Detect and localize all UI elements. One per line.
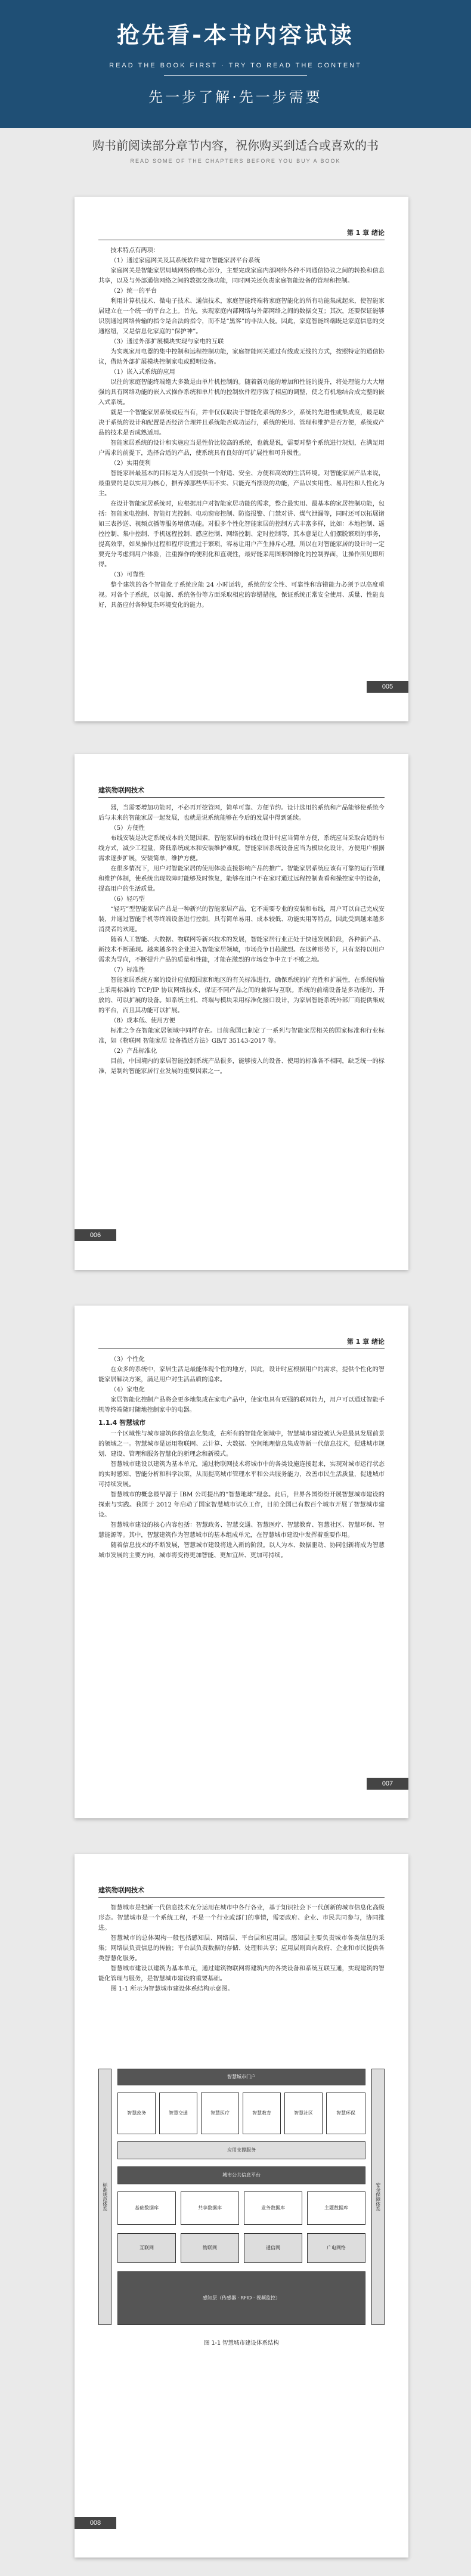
- diagram-sensing: 感知层（传感器 · RFID · 视频监控）: [117, 2271, 365, 2325]
- paragraph: （1）嵌入式系统的应用: [110, 369, 175, 376]
- paragraph: 在设计智能家居系统时，应根据用户对智能家居功能的需求，整合最实用、最基本的家居控制功能，包括：智能家电控制、智能灯光控制、电动窗帘控制、防盗报警、门禁对讲、煤气泄漏等，同时还可以拓展诸如三表抄送、视频点播等服务增值功能。对很多个性化智能家居的控制方式丰富多样，比如：本地控制、遥控控制、集中控制、手机远程控制、感应控制、网络控制、定时控制等，其本意是让人们摆脱繁琐的事务，提高效率，如果操作过程和程序设置过于繁琐，容易让用户产生排斥心理。所以在对智能家居的设计时一定要充分考虑到用户体验，注重操作的便利化和直观性，最好能采用图形图像化的控制界面，让操作所见即所得。: [98, 501, 385, 568]
- paragraph: （2）实用便利: [110, 460, 151, 467]
- diagram-platform: 城市公共信息平台: [117, 2166, 365, 2184]
- banner-divider: [164, 75, 307, 76]
- page-number: 005: [367, 681, 408, 693]
- paragraph: （6）轻巧型: [110, 896, 145, 903]
- paragraph: 家庭网关是智能家居局域网络的核心部分，主要完成家庭内部网络各种不同通信协议之间的转换和信息共享，以及与外部通信网络之间的数据交换功能，同时网关还负责家庭智能设备的管理和控制。: [98, 268, 385, 284]
- banner-title: 抢先看-本书内容试读: [117, 22, 354, 48]
- paragraph: 布线安装是决定系统成本的关键因素，智能家居的布线在设计时应当简单方便，系统应当采取合适的布线方式，减少工程量，降低系统成本和安装维护难度。智能家居系统设备应当为模块化设计，方便用户根据需求逐步扩展，安装简单，维护方便。: [98, 835, 385, 862]
- paragraph: “轻巧”型智能家居产品是一种新兴的智能家居产品，它不需要专业的安装和布线，用户可以自己完成安装，并通过智能手机等终端设备进行控制，具有简单易用、成本较低、功能实用等特点，因此受到越来越多消费者的欢迎。: [98, 906, 385, 933]
- paragraph: 一个区域性与城市建筑体的信息化集成，在所有的智能化领域中，智慧城市建设被认为是最具发展前景的领域之一。智慧城市是运用物联网、云计算、大数据、空间地理信息集成等新一代信息技术，促进城市规划、建设、管理和服务智慧化的新理念和新模式。: [98, 1431, 385, 1458]
- book-page-1: [75, 197, 408, 721]
- page-body: [98, 1903, 385, 1994]
- diagram-network: 物联网: [181, 2233, 239, 2263]
- paragraph: 智慧城市是把新一代信息技术充分运用在城市中各行各业，基于知识社会下一代创新的城市信息化高级形态。智慧城市是一个系统工程，不是一个行业或部门的事情，需要政府、企业、市民共同参与，协同推进。: [98, 1905, 385, 1932]
- running-head: 建筑物联网技术: [98, 785, 385, 798]
- paragraph: （3）个性化: [110, 1356, 145, 1363]
- diagram-database: 共享数据库: [181, 2191, 239, 2225]
- paragraph: 随着人工智能、大数据、物联网等新兴技术的发展，智能家居行业正处于快速发展阶段，各种新产品、新技术不断涌现。越来越多的企业进入智能家居领域，市场竞争日趋激烈。在这种形势下，只有坚持以用户需求为导向，不断提升产品的质量和性能，才能在激烈的市场竞争中立于不败之地。: [98, 937, 385, 963]
- paragraph: 在众多的系统中，家居生活是最能体现个性的地方，因此，设计时应根据用户的需求，提供个性化的智能家居解决方案，满足用户对生活品质的追求。: [98, 1366, 385, 1383]
- diagram-portal: 智慧城市门户: [117, 2069, 365, 2085]
- paragraph: （4）家电化: [110, 1387, 145, 1393]
- paragraph: 为实现家用电器的集中控制和远程控制功能，家庭智能网关通过有线或无线的方式，按照特定的通信协议，借助外部扩展模块控制家电或照明设备。: [98, 349, 385, 365]
- diagram-side-left: 标准规范体系: [98, 2069, 111, 2325]
- diagram-app: 智慧政务: [117, 2093, 156, 2134]
- book-page-3: [75, 1306, 408, 1818]
- paragraph: （2）统一的平台: [110, 288, 157, 295]
- paragraph: 整个建筑的各个智能化子系统应能 24 小时运转，系统的安全性、可靠性和容错能力必须予以高度重视。对各个子系统，以电源、系统备份等方面采取相应的容错措施，保证系统正常安全使用、质量、性能良好，具备应付各种复杂环境变化的能力。: [98, 582, 385, 609]
- paragraph: 就是一个智能家居系统或应当有，并非仅仅取决于智能化系统的多少，系统的先进性或集成度，最是取决于系统的设计和配置是否经济合理并且系统能否成功运行，系统的使用、管理和维护是否方便，系统或产品的技术是否成熟适用。: [98, 410, 385, 436]
- paragraph: 智能家居系统方案的设计应依照国家和地区的有关标准进行，确保系统的扩充性和扩展性，在系统传输上采用标准的 TCP/IP 协议网络技术，保证不同产品之间的兼容与互联。系统的前端设备是多功能的、开放的、可以扩展的设备。如系统主机、终端与模块采用标准化接口设计，为家居智能系统外部厂商提供集成的平台，而且其功能可以扩展。: [98, 977, 385, 1014]
- paragraph: （1）通过家庭网关及其系统软件建立智能家居平台系统: [110, 258, 261, 264]
- intro: [0, 136, 471, 164]
- running-head: 第 1 章 绪论: [98, 228, 385, 240]
- paragraph: 图 1-1 所示为智慧城市建设体系结构示意图。: [110, 1986, 234, 1992]
- paragraph: 以往的家庭智能终端绝大多数是由单片机控制的。随着新功能的增加和性能的提升，将处理能力大大增强的具有网络功能的嵌入式操作系统和单片机的控制软件程序做了相应的调整，使之有机地结合成完整的嵌入式系统。: [98, 379, 385, 406]
- paragraph: 智慧城市建设以建筑为基本单元，通过物联网技术将城市中的各类设施连接起来，实现对城市运行状态的实时感知、智能分析和科学决策，从而提高城市管理水平和公共服务能力，改善市民生活质量，促进城市可持续发展。: [98, 1461, 385, 1488]
- paragraph: 智慧城市建设的核心内容包括：智慧政务、智慧交通、智慧医疗、智慧教育、智慧社区、智慧环保、智慧能源等。其中，智慧建筑作为智慧城市的基本组成单元，在智慧城市建设中发挥着重要作用。: [98, 1522, 385, 1539]
- paragraph: （7）标准性: [110, 967, 145, 974]
- diagram-app: 智慧交通: [159, 2093, 197, 2134]
- diagram-app: 智慧教育: [243, 2093, 281, 2134]
- paragraph: （5）方便性: [110, 825, 145, 832]
- architecture-diagram: [98, 2069, 385, 2331]
- paragraph: 智慧城市的概念最早源于 IBM 公司提出的“智慧地球”理念。此后，世界各国纷纷开展智慧城市建设的探索与实践。我国于 2012 年启动了国家智慧城市试点工作，目前全国已有数百个城市开展了智慧城市建设。: [98, 1492, 385, 1518]
- paragraph: 器，当需要增加功能时，不必再开挖管网，简单可靠、方便节约。设计选用的系统和产品能够使系统今后与未来的智能家居一起发展，也就是说系统能够在今后的发展中得到延续。: [98, 805, 385, 822]
- page-number: 006: [75, 1229, 116, 1241]
- paragraph: （3）可靠性: [110, 572, 145, 578]
- section-heading: 1.1.4 智慧城市: [98, 1419, 146, 1427]
- page-body: [98, 1354, 385, 1561]
- paragraph: 智慧城市的总体架构一般包括感知层、网络层、平台层和应用层。感知层主要负责城市各类信息的采集；网络层负责信息的传输；平台层负责数据的存储、处理和共享；应用层则面向政府、企业和市民提供各类智慧化服务。: [98, 1935, 385, 1962]
- intro-en: READ SOME OF THE CHAPTERS BEFORE YOU BUY A BOOK: [130, 158, 341, 164]
- diagram-database: 主题数据库: [307, 2191, 365, 2225]
- diagram-network: 广电网络: [307, 2233, 365, 2263]
- paragraph: （3）通过外部扩展模块实现与家电的互联: [110, 339, 224, 345]
- paragraph: 目前，中国境内的家居智能控制系统产品很多，能够接入的设备、使用的标准各不相同，缺乏统一的标准，是制约智能家居行业发展的重要因素之一。: [98, 1058, 385, 1075]
- diagram-network: 通信网: [244, 2233, 302, 2263]
- paragraph: 标准之争在智能家居领域中同样存在。目前我国已制定了一系列与智能家居相关的国家标准和行业标准，如《物联网 智能家居 设备描述方法》GB/T 35143-2017 等。: [98, 1028, 385, 1044]
- paragraph: （8）成本低、使用方便: [110, 1018, 175, 1024]
- paragraph: （2）产品标准化: [110, 1048, 157, 1055]
- running-head: 第 1 章 绪论: [98, 1337, 385, 1349]
- diagram-services: 应用支撑服务: [117, 2141, 365, 2159]
- diagram-app: 智慧环保: [326, 2093, 365, 2134]
- book-page-2: [75, 754, 408, 1270]
- diagram-app: 智慧社区: [284, 2093, 323, 2134]
- diagram-side-right: 安全保障体系: [371, 2069, 385, 2325]
- paragraph: 技术特点有两项：: [110, 247, 159, 254]
- paragraph: 随着信息技术的不断发展，智慧城市建设将进入新的阶段。以人为本、数据驱动、协同创新将成为智慧城市发展的主要方向，城市将变得更加智能、更加宜居、更加可持续。: [98, 1542, 385, 1559]
- banner-subtitle-en: READ THE BOOK FIRST · TRY TO READ THE CONTENT: [109, 62, 362, 69]
- page-number: 007: [367, 1778, 408, 1790]
- paragraph: 在很多情况下，用户对智能家居的使用体验直接影响产品的推广。智能家居系统应该有可靠的运行管理和维护体制，使系统出现故障时能够及时恢复，能够在用户不在家时通过远程控制查看和操控家中的设备，提高用户的生活质量。: [98, 866, 385, 892]
- page-number: 008: [75, 2517, 116, 2529]
- page-body: [98, 803, 385, 1077]
- running-head: 建筑物联网技术: [98, 1885, 385, 1898]
- diagram-network: 互联网: [117, 2233, 176, 2263]
- diagram-app: 智慧医疗: [201, 2093, 239, 2134]
- intro-line: 购书前阅读部分章节内容，祝你购买到适合或喜欢的书: [92, 138, 379, 153]
- paragraph: 利用计算机技术、微电子技术、通信技术，家庭智能终端将家庭智能化的所有功能集成起来，使智能家居建立在一个统一的平台之上。首先，实现家庭内部网络与外部网络之间的数据交互；其次，还要保证能够识别通过网络传输的指令是合法的指令，而不是“黑客”的非法入侵。因此，家庭智能终端既是家庭信息的交通枢纽，又是信息化家庭的“保护神”。: [98, 298, 385, 335]
- diagram-database: 业务数据库: [244, 2191, 302, 2225]
- diagram-database: 基础数据库: [117, 2191, 176, 2225]
- paragraph: 智能家居最基本的目标是为人们提供一个舒适、安全、方便和高效的生活环境。对智能家居产品来说，最重要的是以实用为核心，摒弃掉那些华而不实、只能充当摆设的功能，产品以实用性、易用性和人性化为主。: [98, 470, 385, 497]
- book-page-4: [75, 1854, 408, 2558]
- page-body: [98, 246, 385, 610]
- paragraph: 家居智能化控制产品将会更多地集成在家电产品中，使家电具有更强的联网能力，用户可以通过智能手机等终端随时随地控制家中的电器。: [98, 1397, 385, 1413]
- banner-slogan: 先一步了解·先一步需要: [148, 89, 323, 106]
- paragraph: 智慧城市建设以建筑为基本单元，通过建筑物联网将建筑内的各类设备和系统互联互通，实现建筑的智能化管理与服务，是智慧城市建设的重要基础。: [98, 1966, 385, 1982]
- figure-caption: 图 1-1 智慧城市建设体系结构: [203, 2340, 280, 2346]
- header-banner: [0, 0, 471, 128]
- paragraph: 智能家居系统的设计和实施应当是性价比较高的系统，也就是说，需要对整个系统进行规划，在满足用户需求的前提下，选择合适的产品，使系统具有良好的可扩展性和可升级性。: [98, 440, 385, 457]
